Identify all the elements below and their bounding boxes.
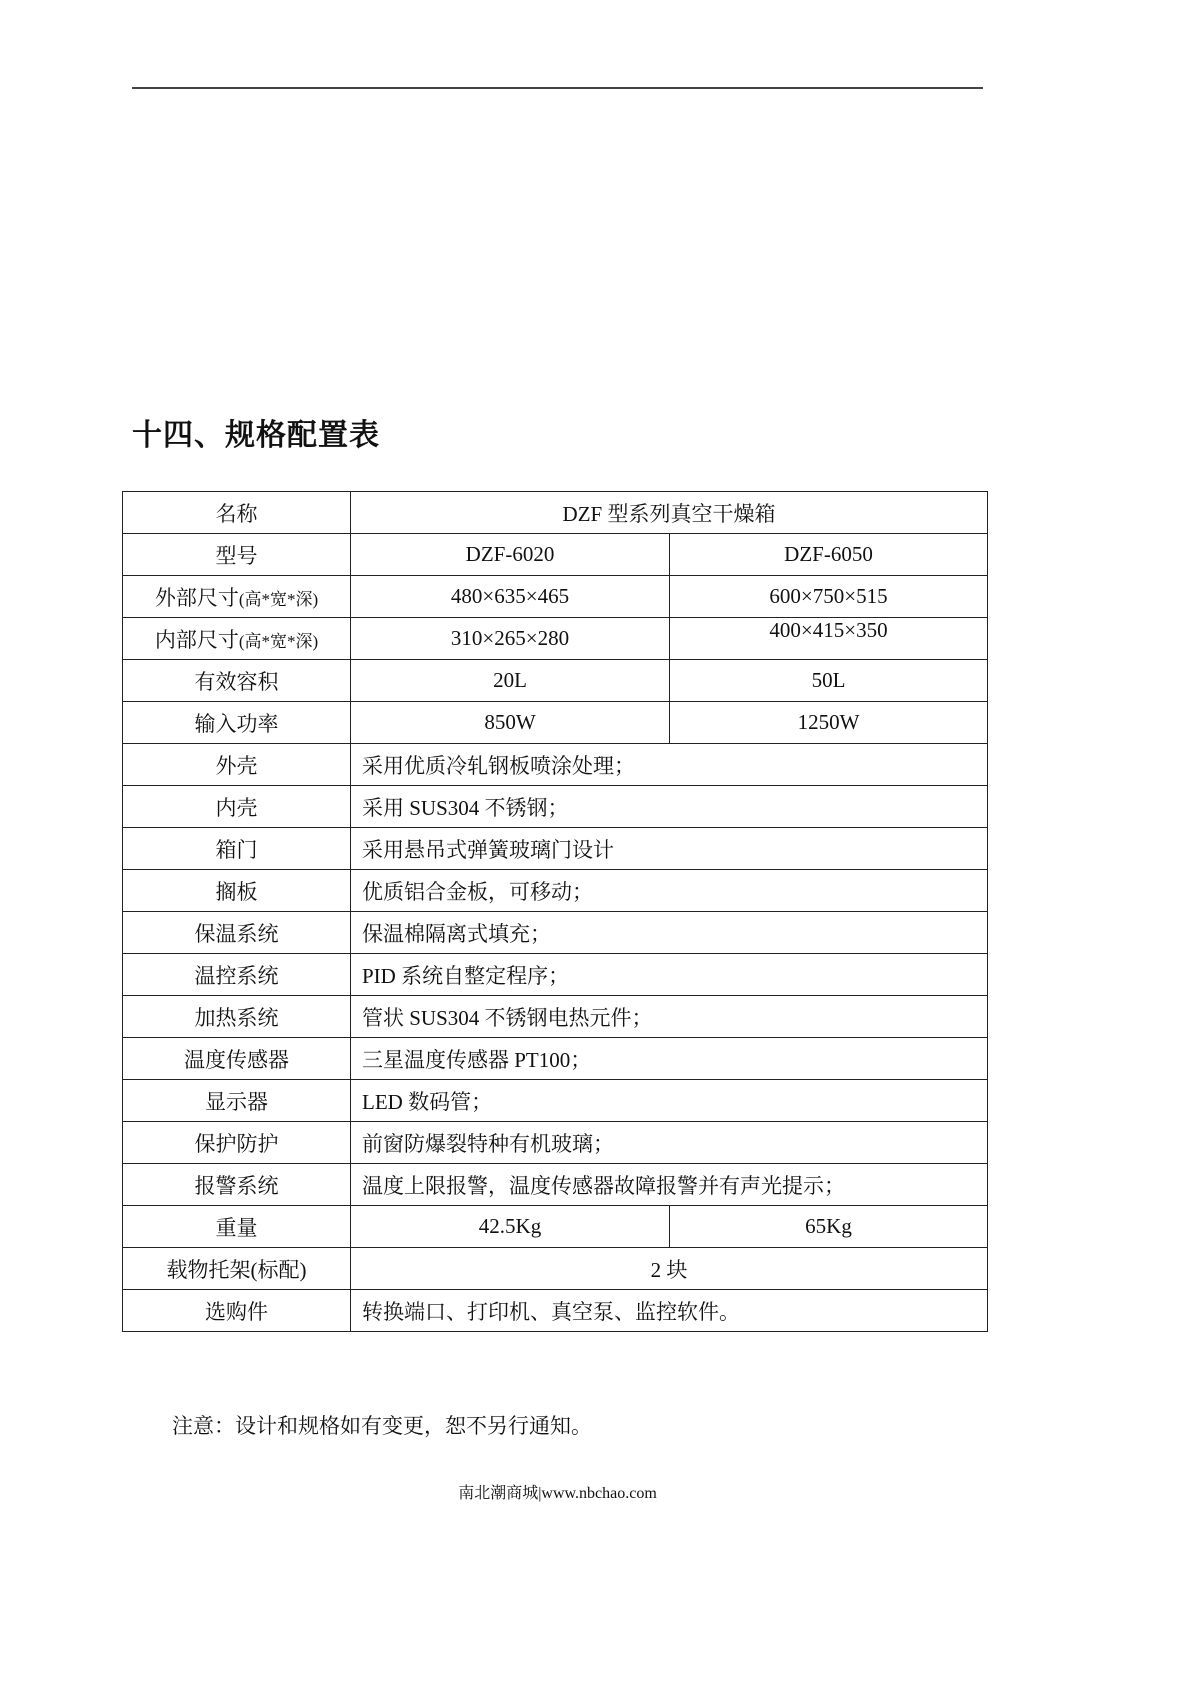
table-row-spec	[123, 870, 988, 912]
row-value: 采用 SUS304 不锈钢；	[351, 786, 988, 828]
row-label: 内壳	[123, 786, 351, 828]
table-row-power	[123, 702, 988, 744]
row-label: 重量	[123, 1206, 351, 1248]
row-label: 显示器	[123, 1080, 351, 1122]
table-row-weight	[123, 1206, 988, 1248]
row-label: 选购件	[123, 1290, 351, 1332]
table-row-spec	[123, 828, 988, 870]
row-value: 采用优质冷轧钢板喷涂处理；	[351, 744, 988, 786]
table-row-spec	[123, 1038, 988, 1080]
table-row-spec	[123, 912, 988, 954]
row-value: 管状 SUS304 不锈钢电热元件；	[351, 996, 988, 1038]
row-label: 型号	[123, 534, 351, 576]
table-row-spec	[123, 1164, 988, 1206]
row-label: 有效容积	[123, 660, 351, 702]
row-value: 前窗防爆裂特种有机玻璃；	[351, 1122, 988, 1164]
row-value: 采用悬吊式弹簧玻璃门设计	[351, 828, 988, 870]
header-rule	[132, 87, 983, 89]
row-value: LED 数码管；	[351, 1080, 988, 1122]
table-row-spec	[123, 786, 988, 828]
weight-6050: 65Kg	[670, 1206, 988, 1248]
row-value: 保温棉隔离式填充；	[351, 912, 988, 954]
model-6020: DZF-6020	[351, 534, 670, 576]
row-label: 温度传感器	[123, 1038, 351, 1080]
row-label: 搁板	[123, 870, 351, 912]
note-text: 注意：设计和规格如有变更，恕不另行通知。	[172, 1414, 592, 1438]
row-value: 三星温度传感器 PT100；	[351, 1038, 988, 1080]
row-value: 优质铝合金板，可移动；	[351, 870, 988, 912]
row-label	[123, 576, 351, 618]
options-value: 转换端口、打印机、真空泵、监控软件。	[351, 1290, 988, 1332]
row-value: 温度上限报警，温度传感器故障报警并有声光提示；	[351, 1164, 988, 1206]
inner-size-6050	[670, 618, 988, 660]
inner-size-6020: 310×265×280	[351, 618, 670, 660]
row-label	[123, 618, 351, 660]
table-row-spec	[123, 1080, 988, 1122]
row-label-suffix: (高*宽*深)	[238, 589, 319, 609]
volume-6020: 20L	[351, 660, 670, 702]
table-row-spec	[123, 954, 988, 996]
outer-size-6050: 600×750×515	[670, 576, 988, 618]
row-label: 报警系统	[123, 1164, 351, 1206]
table-row-options	[123, 1290, 988, 1332]
row-label-suffix: (高*宽*深)	[238, 631, 319, 651]
table-row-outer-size	[123, 576, 988, 618]
row-label: 保护防护	[123, 1122, 351, 1164]
table-row-volume	[123, 660, 988, 702]
row-label: 外壳	[123, 744, 351, 786]
table-row-name	[123, 492, 988, 534]
table-row-spec	[123, 996, 988, 1038]
row-label: 箱门	[123, 828, 351, 870]
row-label: 名称	[123, 492, 351, 534]
table-row-spec	[123, 744, 988, 786]
volume-6050: 50L	[670, 660, 988, 702]
table-row-inner-size	[123, 618, 988, 660]
table-row-model	[123, 534, 988, 576]
row-label: 温控系统	[123, 954, 351, 996]
power-6020: 850W	[351, 702, 670, 744]
row-label: 加热系统	[123, 996, 351, 1038]
row-label-text: 内部尺寸	[154, 627, 239, 652]
weight-6020: 42.5Kg	[351, 1206, 670, 1248]
footer-text: 南北潮商城|www.nbchao.com	[458, 1485, 657, 1502]
inner-size-6050-text: 400×415×350	[769, 618, 888, 642]
model-6050: DZF-6050	[670, 534, 988, 576]
outer-size-6020: 480×635×465	[351, 576, 670, 618]
row-label-text: 外部尺寸	[154, 585, 239, 610]
row-label: 载物托架(标配)	[123, 1248, 351, 1290]
product-series-name: DZF 型系列真空干燥箱	[351, 492, 988, 534]
row-label: 输入功率	[123, 702, 351, 744]
spec-table	[122, 491, 988, 1332]
section-title: 十四、规格配置表	[132, 418, 380, 453]
power-6050: 1250W	[670, 702, 988, 744]
table-row-tray	[123, 1248, 988, 1290]
row-value: PID 系统自整定程序；	[351, 954, 988, 996]
table-row-spec	[123, 1122, 988, 1164]
row-label: 保温系统	[123, 912, 351, 954]
tray-count: 2 块	[351, 1248, 988, 1290]
